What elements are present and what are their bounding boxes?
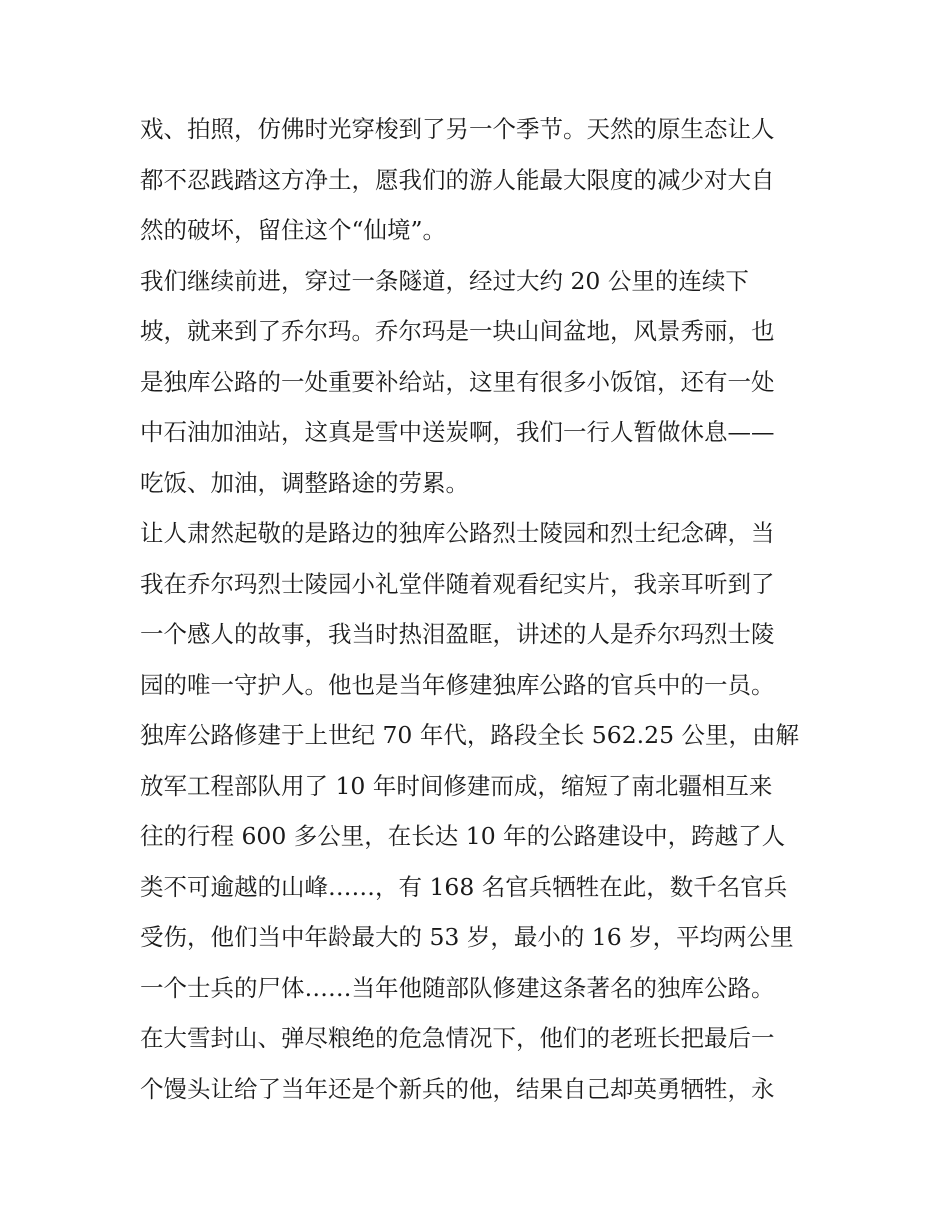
text-line: 园的唯一守护人。他也是当年修建独库公路的官兵中的一员。 [140,670,775,699]
text-line: 往的行程 600 多公里，在长达 10 年的公路建设中，跨越了人 [140,822,786,850]
text-line: 我在乔尔玛烈士陵园小礼堂伴随着观看纪实片，我亲耳听到了 [140,569,775,598]
text-line: 是独库公路的一处重要补给站，这里有很多小饭馆，还有一处 [140,367,775,396]
text-line: 在大雪封山、弹尽粮绝的危急情况下，他们的老班长把最后一 [140,1024,775,1052]
text-line: 我们继续前进，穿过一条隧道，经过大约 20 公里的连续下 [140,266,749,295]
text-line: 一个士兵的尸体……当年他随部队修建这条著名的独库公路。 [140,973,775,1002]
text-line: 放军工程部队用了 10 年时间修建而成，缩短了南北疆相互来 [140,771,773,800]
text-line: 一个感人的故事，我当时热泪盈眶，讲述的人是乔尔玛烈士陵 [140,620,775,648]
text-line: 吃饭、加油，调整路途的劳累。 [140,468,469,497]
text-line: 然的破坏，留住这个“仙境”。 [140,216,447,244]
text-line: 受伤，他们当中年龄最大的 53 岁，最小的 16 岁，平均两公里 [140,923,794,951]
text-line: 个馒头让给了当年还是个新兵的他，结果自己却英勇牺牲，永 [140,1074,775,1103]
text-line: 坡，就来到了乔尔玛。乔尔玛是一块山间盆地，风景秀丽，也 [140,317,775,345]
text-line: 中石油加油站，这真是雪中送炭啊，我们一行人暂做休息—— [140,418,775,446]
text-line: 让人肃然起敬的是路边的独库公路烈士陵园和烈士纪念碑，当 [140,519,775,547]
text-line: 类不可逾越的山峰……，有 168 名官兵牺牲在此，数千名官兵 [140,872,788,901]
text-line: 戏、拍照，仿佛时光穿梭到了另一个季节。天然的原生态让人 [140,115,775,143]
text-line: 独库公路修建于上世纪 70 年代，路段全长 562.25 公里，由解 [140,721,800,749]
document-body [140,104,830,1114]
text-line: 都不忍践踏这方净土，愿我们的游人能最大限度的减少对大自 [140,165,775,194]
